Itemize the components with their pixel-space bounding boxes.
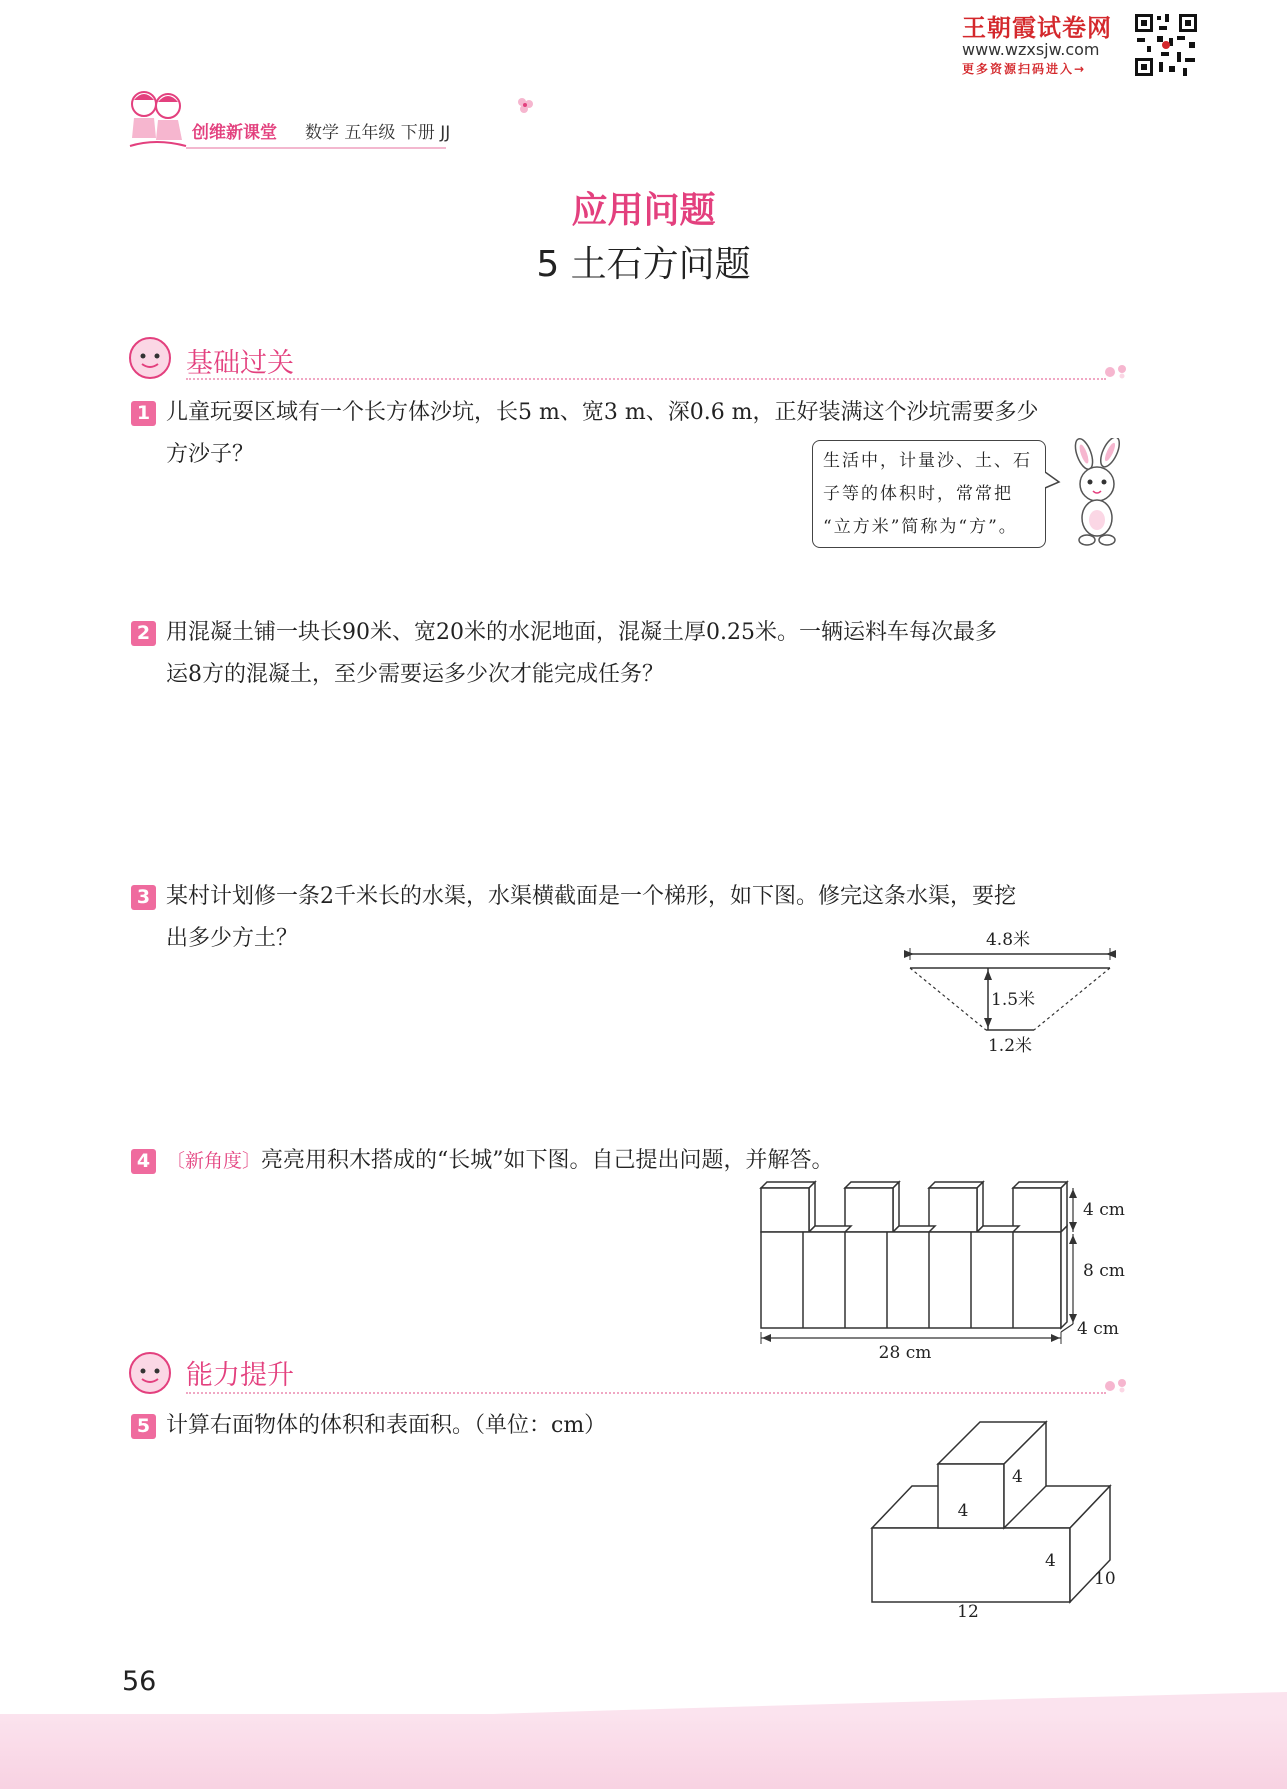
base-depth-label: 10 (1094, 1569, 1116, 1589)
book-info: 数学 五年级 下册 JJ (305, 123, 451, 143)
question-number-2: 2 (131, 621, 156, 646)
section-divider (186, 1392, 1106, 1394)
cube-side-label: 4 (1012, 1467, 1023, 1487)
tip-line2: 子等的体积时，常常把 (823, 484, 1013, 504)
new-angle-tag: 〔新角度〕 (166, 1150, 262, 1172)
question-2-text (166, 612, 1126, 696)
question-4-line1: 亮亮用积木搭成的“长城”如下图。自己提出问题，并解答。 (261, 1148, 834, 1173)
tip-line3: “立方米”简称为“方”。 (823, 517, 1018, 537)
great-wall-figure (755, 1180, 1135, 1362)
kids-mascot-icon (126, 86, 188, 152)
question-2-line2: 运8方的混凝土，至少需要运多少次才能完成任务？ (166, 662, 664, 687)
question-3-line2: 出多少方土？ (166, 926, 299, 951)
section-title: 应用问题 (571, 190, 716, 231)
wall-length-label: 28 cm (878, 1343, 932, 1362)
solid-figure (860, 1410, 1140, 1620)
section-basic-label: 基础过关 (186, 348, 294, 379)
wall-depth-label: 4 cm (1077, 1319, 1119, 1339)
bubble-tail (1045, 468, 1063, 492)
tip-line1: 生活中，计量沙、土、石 (823, 451, 1032, 471)
series-name: 创维新课堂 (192, 123, 277, 143)
base-length-label: 12 (957, 1602, 979, 1620)
mascot-face-icon (128, 336, 172, 380)
flower-icon (514, 94, 538, 116)
header-rule (186, 147, 446, 149)
brand-more: 更多资源扫码进入→ (962, 62, 1087, 76)
cube-front-label: 4 (957, 1501, 969, 1521)
footer-band (0, 1714, 1287, 1789)
question-2-line1: 用混凝土铺一块长90米、宽20米的水泥地面，混凝土厚0.25米。一辆运料车每次最多 (166, 620, 997, 645)
dots-icon (1104, 363, 1130, 379)
wall-height1-label: 4 cm (1083, 1200, 1125, 1220)
question-number-5: 5 (131, 1414, 156, 1439)
mascot-face-icon (128, 1351, 172, 1395)
tip-bubble (812, 440, 1046, 548)
question-number-4: 4 (131, 1149, 156, 1174)
trapezoid-top-label: 4.8米 (985, 930, 1031, 950)
brand-title: 王朝霞试卷网 (962, 14, 1112, 42)
question-1-line1: 儿童玩耍区域有一个长方体沙坑，长5 m、宽3 m、深0.6 m，正好装满这个沙坑需要多少 (166, 400, 1039, 425)
qr-code-icon[interactable] (1133, 12, 1199, 78)
trapezoid-bottom-label: 1.2米 (987, 1036, 1033, 1056)
question-4-text (166, 1140, 1126, 1182)
section-advanced-label: 能力提升 (186, 1360, 294, 1391)
brand-url[interactable]: www.wzxsjw.com (962, 40, 1100, 59)
base-height-label: 4 (1045, 1551, 1056, 1571)
rabbit-mascot-icon (1062, 438, 1134, 550)
question-number-1: 1 (131, 401, 156, 426)
lesson-title: 5 土石方问题 (536, 244, 751, 285)
trapezoid-height-label: 1.5米 (991, 990, 1036, 1010)
question-5-line1: 计算右面物体的体积和表面积。（单位：cm） (166, 1413, 607, 1438)
dots-icon (1104, 1377, 1130, 1393)
question-3-line1: 某村计划修一条2千米长的水渠，水渠横截面是一个梯形，如下图。修完这条水渠，要挖 (166, 884, 1016, 909)
trapezoid-figure (900, 920, 1120, 1060)
wall-height2-label: 8 cm (1083, 1261, 1125, 1281)
section-divider (186, 378, 1106, 380)
question-number-3: 3 (131, 885, 156, 910)
page-number: 56 (122, 1666, 157, 1697)
question-1-line2: 方沙子？ (166, 442, 255, 467)
